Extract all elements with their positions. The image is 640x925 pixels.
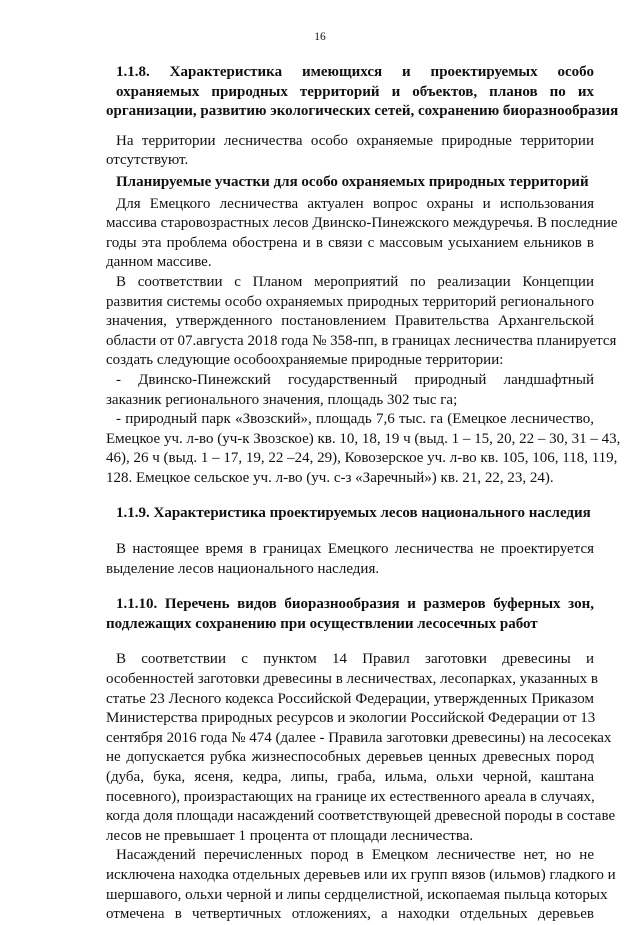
planned-areas-subheading: Планируемые участки для особо охраняемых природных территорий: [116, 173, 589, 190]
paragraph-line: массива старовозрастных лесов Двинско-Пинежского междуречья. В последние: [106, 215, 618, 232]
no-protected-areas-paragraph: [106, 132, 594, 171]
list-item-zvozsky-park: [106, 410, 621, 488]
paragraph-line: В соответствии с Планом мероприятий по реализации Концепции: [116, 273, 594, 290]
paragraph-line: сентября 2016 года № 474 (далее - Правила заготовки древесины) на лесосеках: [106, 729, 612, 746]
paragraph-line: годы эта проблема обострена и в связи с массовым усыханием ельников в: [106, 234, 594, 251]
paragraph-line: отмечена в четвертичных отложениях, а находки отдельных деревьев: [106, 906, 594, 923]
list-line: 46), 26 ч (выд. 1 – 17, 19, 22 –24, 29), Ковозерское уч. л-во кв. 105, 106, 118, 119,: [106, 450, 618, 467]
paragraph-line: В настоящее время в границах Емецкого лесничества не проектируется: [116, 541, 594, 558]
page-content: [106, 63, 621, 925]
heading-line: подлежащих сохранению при осуществлении лесосечных работ: [106, 615, 538, 632]
paragraph-line: Насаждений перечисленных пород в Емецком лесничестве нет, но не: [116, 847, 594, 864]
section-1-1-10-heading: [106, 595, 594, 634]
page-number: 16: [314, 31, 326, 43]
paragraph-line: особенностей заготовки древесины в лесничествах, лесопарках, указанных в: [106, 671, 598, 688]
paragraph-line: Министерства природных ресурсов и экологии Российской Федерации от 13: [106, 710, 596, 727]
paragraph-line: данном массиве.: [106, 254, 212, 271]
list-line: - Двинско-Пинежский государственный природный ландшафтный: [116, 371, 594, 388]
list-line: Емецкое уч. л-во (уч-к Звозское) кв. 10, 18, 19 ч (выд. 1 – 15, 20, 22 – 30, 31 – 43,: [106, 430, 621, 447]
paragraph-line: шершавого, ольхи черной и липы сердцелистной, ископаемая пыльца которых: [106, 886, 608, 903]
paragraph-line: развития системы особо охраняемых природных территорий регионального: [106, 293, 594, 310]
paragraph-emetsk-old-growth: [106, 195, 618, 273]
paragraph-line: создать следующие особоохраняемые природные территории:: [106, 352, 504, 369]
section-1-1-9-heading: 1.1.9. Характеристика проектируемых лесов национального наследия: [116, 505, 591, 522]
list-item-dvinsko-pinezhsky: [106, 371, 594, 410]
paragraph-line: статье 23 Лесного кодекса Российской Федерации, утвержденных Приказом: [106, 690, 594, 707]
paragraph-line: На территории лесничества особо охраняемые природные территории: [116, 132, 594, 149]
heading-line: 1.1.8. Характеристика имеющихся и проектируемых особо: [116, 64, 594, 80]
paragraph-line: области от 07.августа 2018 года № 358-пп, в границах лесничества планируется: [106, 332, 617, 349]
paragraph-line: исключена находка отдельных деревьев или их групп вязов (ильмов) гладкого и: [106, 866, 616, 883]
paragraph-species-absence: [106, 846, 616, 924]
national-heritage-paragraph: [106, 540, 594, 579]
heading-line: 1.1.10. Перечень видов биоразнообразия и размеров буферных зон,: [116, 596, 594, 613]
paragraph-line: В соответствии с пунктом 14 Правил заготовки древесины и: [116, 651, 594, 668]
section-1-1-8-heading: [106, 63, 619, 122]
paragraph-line: значения, утвержденного постановлением Правительства Архангельской: [106, 313, 594, 330]
paragraph-line: отсутствуют.: [106, 152, 189, 169]
paragraph-line: посевного), произрастающих на границе их естественного ареала в случаях,: [106, 788, 595, 805]
paragraph-logging-rules: [106, 650, 616, 846]
paragraph-line: Для Емецкого лесничества актуален вопрос охраны и использования: [116, 195, 594, 212]
list-line: заказник регионального значения, площадь 302 тыс га;: [106, 391, 458, 408]
paragraph-line: когда доля площади насаждений соответствующей древесной породы в составе: [106, 808, 616, 825]
paragraph-line: не допускается рубка жизнеспособных деревьев ценных древесных пород: [106, 749, 594, 766]
list-line: - природный парк «Звозский», площадь 7,6 тыс. га (Емецкое лесничество,: [116, 411, 594, 428]
paragraph-line: выделение лесов национального наследия.: [106, 560, 380, 577]
list-line: 128. Емецкое сельское уч. л-во (уч. с-з «Заречный») кв. 21, 22, 23, 24).: [106, 469, 554, 486]
paragraph-concept-plan: [106, 273, 617, 371]
paragraph-line: (дуба, бука, ясеня, кедра, липы, граба, ильма, ольхи черной, каштана: [106, 769, 594, 785]
heading-line: организации, развитию экологических сетей, сохранению биоразнообразия: [106, 103, 619, 120]
heading-line: охраняемых природных территорий и объектов, планов по их: [116, 83, 594, 100]
paragraph-line: лесов не превышает 1 процента от площади лесничества.: [106, 827, 474, 844]
